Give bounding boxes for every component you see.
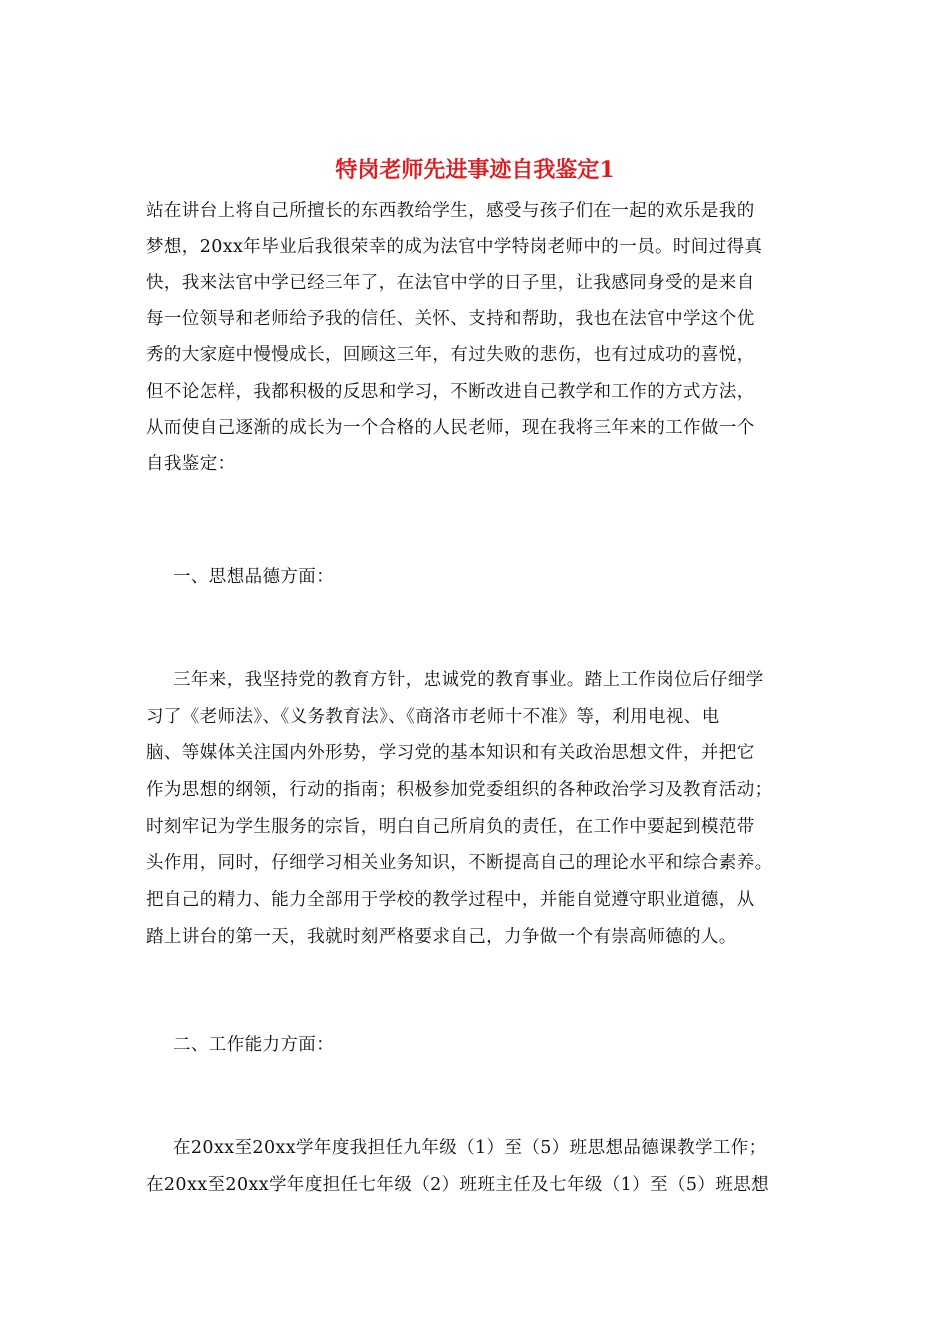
intro-line: 每一位领导和老师给予我的信任、关怀、支持和帮助，我也在法官中学这个优 [146,309,755,329]
section1-line: 把自己的精力、能力全部用于学校的教学过程中，并能自觉遵守职业道德，从 [146,890,755,910]
intro-line: 自我鉴定： [146,454,236,474]
intro-line: 快，我来法官中学已经三年了，在法官中学的日子里，让我感同身受的是来自 [146,273,755,293]
section2-line: 在20xx至20xx学年度担任七年级（2）班班主任及七年级（1）至（5）班思想 [146,1175,770,1195]
intro-line: 梦想，20xx年毕业后我很荣幸的成为法官中学特岗老师中的一员。时间过得真 [146,237,763,257]
section-heading-work: 二、工作能力方面： [173,1035,335,1055]
intro-line: 从而使自己逐渐的成长为一个合格的人民老师，现在我将三年来的工作做一个 [146,418,755,438]
section-heading-moral: 一、思想品德方面： [173,567,335,587]
section1-line: 头作用，同时，仔细学习相关业务知识，不断提高自己的理论水平和综合素养。 [146,853,773,873]
section1-line: 习了《老师法》、《义务教育法》、《商洛市老师十不准》等，利用电视、电 [146,707,720,727]
section1-line: 时刻牢记为学生服务的宗旨，明白自己所肩负的责任，在工作中要起到模范带 [146,817,755,837]
section1-line: 作为思想的纲领，行动的指南；积极参加党委组织的各种政治学习及教育活动； [146,780,773,800]
section1-line: 三年来，我坚持党的教育方针，忠诚党的教育事业。踏上工作岗位后仔细学 [173,670,764,690]
section1-line: 踏上讲台的第一天，我就时刻严格要求自己，力争做一个有崇高师德的人。 [146,927,737,947]
intro-line: 站在讲台上将自己所擅长的东西教给学生，感受与孩子们在一起的欢乐是我的 [146,201,755,221]
intro-line: 但不论怎样，我都积极的反思和学习，不断改进自己教学和工作的方式方法， [146,382,755,402]
section2-line: 在20xx至20xx学年度我担任九年级（1）至（5）班思想品德课教学工作； [173,1138,767,1158]
section1-line: 脑、等媒体关注国内外形势，学习党的基本知识和有关政治思想文件，并把它 [146,743,755,763]
document-title: 特岗老师先进事迹自我鉴定1 [335,157,615,183]
intro-line: 秀的大家庭中慢慢成长，回顾这三年，有过失败的悲伤，也有过成功的喜悦， [146,345,755,365]
